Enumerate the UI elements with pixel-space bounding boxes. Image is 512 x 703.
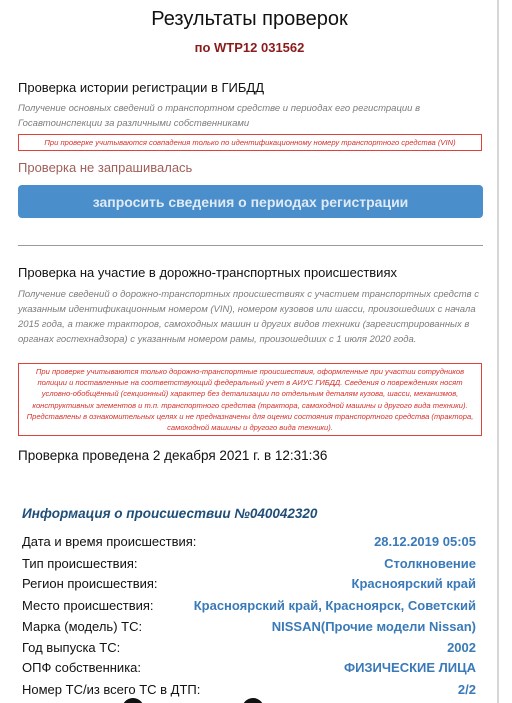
page-title: Результаты проверок [151, 8, 348, 30]
row-value: ФИЗИЧЕСКИЕ ЛИЦА [343, 659, 476, 675]
incident-row-make [22, 616, 476, 636]
row-label: Год выпуска ТС: [22, 639, 121, 655]
incident-title: Информация о происшествии №040042320 [22, 506, 318, 521]
accidents-description: Получение сведений о дорожно-транспортных происшествиях с участием транспортных средств с указанным идентификационным номером (VIN), номером кузовов или шасси, произошедших с начала 2015 года, а также тракторов, самоходных машин и других видов техники (зарегистрированных в органах гостехнадзора) с указанным номером рамы, произошедших с 1 июля 2020 года. [18, 289, 479, 345]
registration-warning: При проверке учитываются совпадения только по идентификационному номеру транспортного средства (VIN) [18, 134, 482, 151]
row-value: Красноярский край [351, 575, 476, 591]
row-value: 2/2 [457, 681, 476, 697]
check-timestamp: Проверка проведена 2 декабря 2021 г. в 12:31:36 [18, 448, 328, 463]
incident-row-type [22, 553, 476, 573]
row-value: Красноярский край, Красноярск, Советский [193, 597, 476, 613]
incident-row-region [22, 573, 476, 593]
registration-description: Получение основных сведений о транспортном средстве и периодах его регистрации в Госавтоинспекции за различными собственниками [18, 103, 421, 129]
accidents-warning: При проверке учитываются только дорожно-транспортные происшествия, оформленные при участии сотрудников полиции и поставленные на соответствующий федеральный учет в АИУС ГИБДД. Сведения о повреждениях носят условно-обобщённый (секционный) характер без детализации по отдельным деталям кузова, шасси, механизмов, конструктивных элементов и т.п. транспортного средства (трактора, самоходной машины и другого вида техники). Представлены в ознакомительных целях и не предназначены для оценки состояния транспортного средства (трактора, самоходной машины и другого вида техники). [18, 363, 482, 436]
incident-row-owner-type [22, 657, 476, 677]
incident-row-vehicle-number [22, 679, 476, 699]
row-label: Место происшествия: [22, 597, 154, 613]
row-label: Марка (модель) ТС: [22, 618, 143, 634]
registration-section-title: Проверка истории регистрации в ГИБДД [18, 80, 265, 95]
accidents-section-title: Проверка на участие в дорожно-транспортных происшествиях [18, 265, 397, 280]
row-label: Дата и время происшествия: [22, 533, 197, 549]
section-divider [18, 245, 483, 246]
plate-number: по WTP12 031562 [194, 40, 305, 55]
incident-row-year [22, 637, 476, 657]
incident-row-datetime [22, 531, 476, 551]
row-value: NISSAN(Прочие модели Nissan) [271, 618, 476, 634]
row-label: Номер ТС/из всего ТС в ДТП: [22, 681, 201, 697]
row-label: Тип происшествия: [22, 555, 138, 571]
row-label: Регион происшествия: [22, 575, 158, 591]
incident-row-place [22, 595, 476, 615]
row-label: ОПФ собственника: [22, 659, 142, 675]
request-registration-button[interactable]: запросить сведения о периодах регистрации [18, 185, 483, 218]
registration-status: Проверка не запрашивалась [18, 160, 193, 175]
row-value: 2002 [447, 639, 476, 655]
row-value: Столкновение [384, 555, 476, 571]
row-value: 28.12.2019 05:05 [374, 533, 476, 549]
